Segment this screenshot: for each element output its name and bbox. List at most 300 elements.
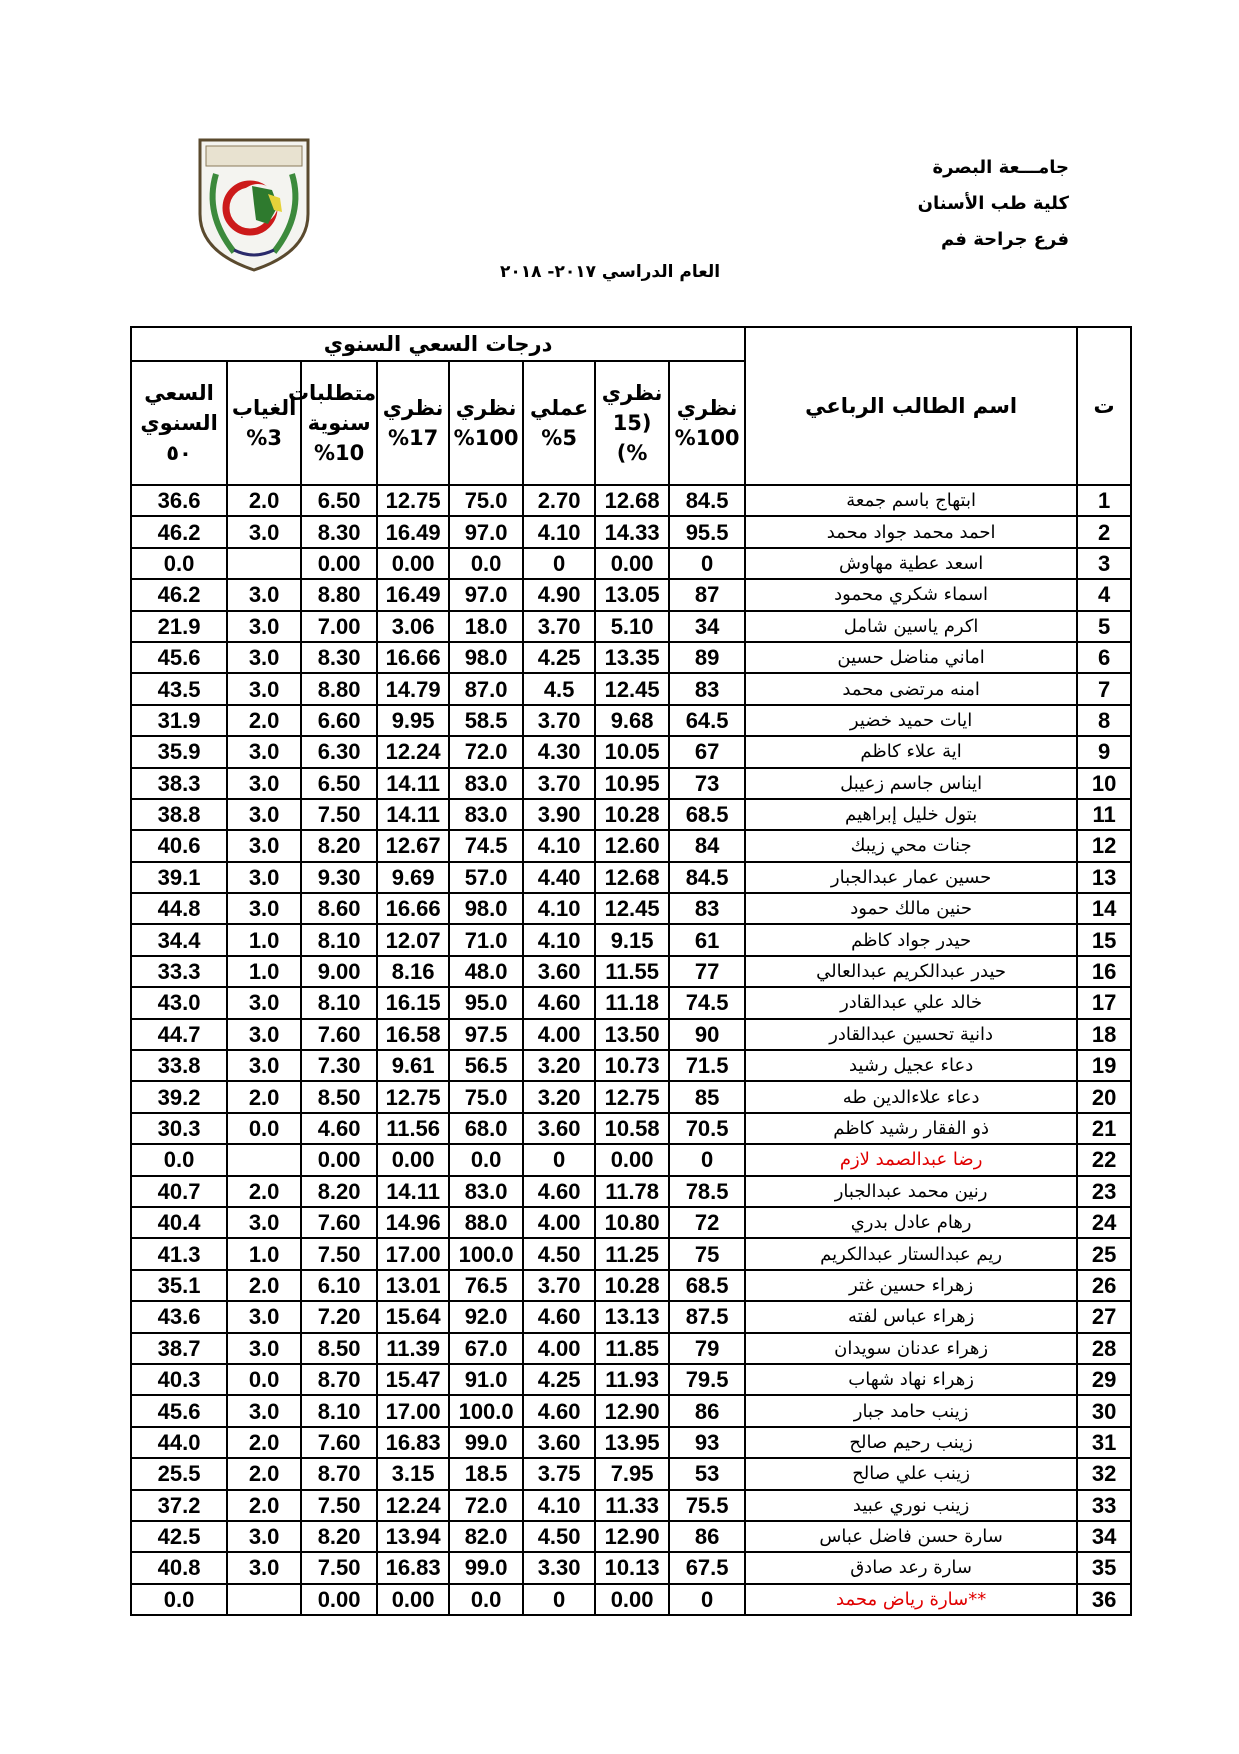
theory2-100-cell: 97.5 xyxy=(449,1019,523,1050)
row-index: 12 xyxy=(1077,830,1131,861)
practical-5-cell: 3.20 xyxy=(523,1050,595,1081)
absence-3-cell: 1.0 xyxy=(227,1238,301,1269)
theory2-100-cell: 97.0 xyxy=(449,516,523,547)
practical-5-cell: 4.10 xyxy=(523,924,595,955)
row-index: 4 xyxy=(1077,579,1131,610)
college-name: كلية طب الأسنان xyxy=(917,193,1069,214)
college-logo-emblem xyxy=(194,134,314,274)
theory-15-cell: 12.68 xyxy=(595,862,669,893)
absence-3-cell: 3.0 xyxy=(227,1552,301,1583)
row-index: 28 xyxy=(1077,1333,1131,1364)
header-student-name: اسم الطالب الرباعي xyxy=(745,327,1077,485)
row-index: 27 xyxy=(1077,1301,1131,1332)
requirements-10-cell: 7.20 xyxy=(301,1301,377,1332)
annual-50-cell: 40.4 xyxy=(131,1207,227,1238)
theory2-100-cell: 100.0 xyxy=(449,1395,523,1426)
row-index: 34 xyxy=(1077,1521,1131,1552)
theory-15-cell: 13.35 xyxy=(595,642,669,673)
absence-3-cell: 2.0 xyxy=(227,485,301,516)
theory-100-cell: 87 xyxy=(669,579,745,610)
annual-50-cell: 45.6 xyxy=(131,1395,227,1426)
theory-17-cell: 9.95 xyxy=(377,705,449,736)
theory-17-cell: 12.24 xyxy=(377,736,449,767)
theory-100-cell: 0 xyxy=(669,1144,745,1175)
theory2-100-cell: 99.0 xyxy=(449,1427,523,1458)
requirements-10-cell: 7.60 xyxy=(301,1019,377,1050)
table-row xyxy=(131,548,1131,579)
practical-5-cell: 3.70 xyxy=(523,705,595,736)
absence-3-cell: 2.0 xyxy=(227,1427,301,1458)
theory-100-cell: 73 xyxy=(669,768,745,799)
absence-3-cell: 3.0 xyxy=(227,799,301,830)
theory-15-cell: 10.05 xyxy=(595,736,669,767)
practical-5-cell: 4.90 xyxy=(523,579,595,610)
student-name: اكرم ياسين شامل xyxy=(745,611,1077,642)
theory2-100-cell: 48.0 xyxy=(449,956,523,987)
table-row xyxy=(131,1458,1131,1489)
academic-year: العام الدراسي ٢٠١٧- ٢٠١٨ xyxy=(499,262,721,282)
theory-17-cell: 14.11 xyxy=(377,768,449,799)
annual-50-cell: 34.4 xyxy=(131,924,227,955)
practical-5-cell: 4.25 xyxy=(523,1364,595,1395)
theory-100-cell: 75 xyxy=(669,1238,745,1269)
theory-15-cell: 13.05 xyxy=(595,579,669,610)
annual-50-cell: 39.2 xyxy=(131,1081,227,1112)
row-index: 13 xyxy=(1077,862,1131,893)
practical-5-cell: 4.10 xyxy=(523,893,595,924)
theory-17-cell: 16.83 xyxy=(377,1552,449,1583)
requirements-10-cell: 8.50 xyxy=(301,1333,377,1364)
student-name: اسماء شكري محمود xyxy=(745,579,1077,610)
theory-100-cell: 53 xyxy=(669,1458,745,1489)
student-name: دعاء عجيل رشيد xyxy=(745,1050,1077,1081)
theory-15-cell: 11.18 xyxy=(595,987,669,1018)
student-name: اسعد عطية مهاوش xyxy=(745,548,1077,579)
student-name: زينب رحيم صالح xyxy=(745,1427,1077,1458)
student-name: زهراء حسين غتر xyxy=(745,1270,1077,1301)
theory-17-cell: 16.15 xyxy=(377,987,449,1018)
absence-3-cell: 3.0 xyxy=(227,1301,301,1332)
practical-5-cell: 4.50 xyxy=(523,1521,595,1552)
theory-17-cell: 11.56 xyxy=(377,1113,449,1144)
annual-50-cell: 43.6 xyxy=(131,1301,227,1332)
theory-15-cell: 9.68 xyxy=(595,705,669,736)
theory-15-cell: 14.33 xyxy=(595,516,669,547)
theory-17-cell: 12.24 xyxy=(377,1490,449,1521)
theory2-100-cell: 88.0 xyxy=(449,1207,523,1238)
theory2-100-cell: 82.0 xyxy=(449,1521,523,1552)
theory-15-cell: 11.78 xyxy=(595,1176,669,1207)
theory-17-cell: 0.00 xyxy=(377,548,449,579)
absence-3-cell: 3.0 xyxy=(227,516,301,547)
practical-5-cell: 3.30 xyxy=(523,1552,595,1583)
theory-100-cell: 83 xyxy=(669,893,745,924)
theory-17-cell: 8.16 xyxy=(377,956,449,987)
annual-50-cell: 36.6 xyxy=(131,485,227,516)
row-index: 36 xyxy=(1077,1584,1131,1615)
requirements-10-cell: 8.80 xyxy=(301,579,377,610)
annual-50-cell: 31.9 xyxy=(131,705,227,736)
annual-50-cell: 45.6 xyxy=(131,642,227,673)
theory-17-cell: 16.66 xyxy=(377,893,449,924)
table-row xyxy=(131,736,1131,767)
theory-17-cell: 16.83 xyxy=(377,1427,449,1458)
practical-5-cell: 3.60 xyxy=(523,1427,595,1458)
theory-100-cell: 84.5 xyxy=(669,485,745,516)
annual-50-cell: 0.0 xyxy=(131,1584,227,1615)
requirements-10-cell: 7.60 xyxy=(301,1207,377,1238)
theory-100-cell: 64.5 xyxy=(669,705,745,736)
annual-50-cell: 44.8 xyxy=(131,893,227,924)
theory-15-cell: 12.90 xyxy=(595,1521,669,1552)
theory-15-cell: 11.55 xyxy=(595,956,669,987)
requirements-10-cell: 8.20 xyxy=(301,1521,377,1552)
practical-5-cell: 0 xyxy=(523,1144,595,1175)
theory-100-cell: 68.5 xyxy=(669,1270,745,1301)
theory-15-cell: 10.80 xyxy=(595,1207,669,1238)
annual-50-cell: 40.6 xyxy=(131,830,227,861)
table-row xyxy=(131,1395,1131,1426)
table-row xyxy=(131,705,1131,736)
practical-5-cell: 4.25 xyxy=(523,642,595,673)
absence-3-cell: 1.0 xyxy=(227,956,301,987)
annual-50-cell: 40.8 xyxy=(131,1552,227,1583)
student-name: امنه مرتضى محمد xyxy=(745,673,1077,704)
row-index: 24 xyxy=(1077,1207,1131,1238)
requirements-10-cell: 8.10 xyxy=(301,987,377,1018)
requirements-10-cell: 7.30 xyxy=(301,1050,377,1081)
theory-15-cell: 11.25 xyxy=(595,1238,669,1269)
requirements-10-cell: 7.50 xyxy=(301,1552,377,1583)
theory2-100-cell: 68.0 xyxy=(449,1113,523,1144)
requirements-10-cell: 6.60 xyxy=(301,705,377,736)
student-name: جنات محي زيبك xyxy=(745,830,1077,861)
theory2-100-cell: 87.0 xyxy=(449,673,523,704)
theory-100-cell: 85 xyxy=(669,1081,745,1112)
header-annual-group: درجات السعي السنوي xyxy=(131,327,745,361)
practical-5-cell: 4.60 xyxy=(523,1301,595,1332)
row-index: 6 xyxy=(1077,642,1131,673)
student-name: **سارة رياض محمد xyxy=(745,1584,1077,1615)
absence-3-cell: 3.0 xyxy=(227,579,301,610)
absence-3-cell: 1.0 xyxy=(227,924,301,955)
theory-15-cell: 12.90 xyxy=(595,1395,669,1426)
theory-100-cell: 79.5 xyxy=(669,1364,745,1395)
practical-5-cell: 3.60 xyxy=(523,956,595,987)
theory2-100-cell: 67.0 xyxy=(449,1333,523,1364)
theory-15-cell: 0.00 xyxy=(595,1584,669,1615)
header-requirements-10: متطلبات سنوية 10% xyxy=(301,361,377,485)
student-name: حيدر عبدالكريم عبدالعالي xyxy=(745,956,1077,987)
header-theory2-100: نظري 100% xyxy=(449,361,523,485)
annual-50-cell: 43.5 xyxy=(131,673,227,704)
practical-5-cell: 4.00 xyxy=(523,1333,595,1364)
theory-100-cell: 61 xyxy=(669,924,745,955)
theory-17-cell: 14.96 xyxy=(377,1207,449,1238)
theory-100-cell: 79 xyxy=(669,1333,745,1364)
absence-3-cell: 0.0 xyxy=(227,1364,301,1395)
theory-100-cell: 93 xyxy=(669,1427,745,1458)
table-row xyxy=(131,1333,1131,1364)
student-name: ابتهاج باسم جمعة xyxy=(745,485,1077,516)
student-name: زينب نوري عبيد xyxy=(745,1490,1077,1521)
theory-17-cell: 14.79 xyxy=(377,673,449,704)
theory-17-cell: 9.69 xyxy=(377,862,449,893)
practical-5-cell: 4.40 xyxy=(523,862,595,893)
table-row xyxy=(131,1176,1131,1207)
absence-3-cell: 3.0 xyxy=(227,768,301,799)
theory-100-cell: 95.5 xyxy=(669,516,745,547)
theory-15-cell: 12.45 xyxy=(595,893,669,924)
theory-15-cell: 11.33 xyxy=(595,1490,669,1521)
theory-15-cell: 11.85 xyxy=(595,1333,669,1364)
student-name: زينب علي صالح xyxy=(745,1458,1077,1489)
header-annual-50: السعي السنوي ٥٠ xyxy=(131,361,227,485)
practical-5-cell: 3.70 xyxy=(523,768,595,799)
annual-50-cell: 44.7 xyxy=(131,1019,227,1050)
theory-17-cell: 12.07 xyxy=(377,924,449,955)
student-name: اية علاء كاظم xyxy=(745,736,1077,767)
header-block xyxy=(789,150,1069,258)
theory2-100-cell: 18.0 xyxy=(449,611,523,642)
annual-50-cell: 38.3 xyxy=(131,768,227,799)
table-row xyxy=(131,1238,1131,1269)
annual-50-cell: 35.1 xyxy=(131,1270,227,1301)
theory-17-cell: 3.15 xyxy=(377,1458,449,1489)
row-index: 15 xyxy=(1077,924,1131,955)
annual-50-cell: 40.7 xyxy=(131,1176,227,1207)
absence-3-cell: 3.0 xyxy=(227,1207,301,1238)
annual-50-cell: 44.0 xyxy=(131,1427,227,1458)
row-index: 8 xyxy=(1077,705,1131,736)
requirements-10-cell: 8.30 xyxy=(301,516,377,547)
annual-50-cell: 43.0 xyxy=(131,987,227,1018)
annual-50-cell: 38.8 xyxy=(131,799,227,830)
requirements-10-cell: 9.30 xyxy=(301,862,377,893)
annual-50-cell: 33.3 xyxy=(131,956,227,987)
requirements-10-cell: 8.70 xyxy=(301,1364,377,1395)
table-row xyxy=(131,1584,1131,1615)
theory2-100-cell: 75.0 xyxy=(449,485,523,516)
requirements-10-cell: 8.70 xyxy=(301,1458,377,1489)
theory-15-cell: 13.50 xyxy=(595,1019,669,1050)
theory-17-cell: 16.58 xyxy=(377,1019,449,1050)
absence-3-cell: 3.0 xyxy=(227,1050,301,1081)
requirements-10-cell: 7.60 xyxy=(301,1427,377,1458)
theory-17-cell: 15.64 xyxy=(377,1301,449,1332)
theory2-100-cell: 57.0 xyxy=(449,862,523,893)
student-name: سارة حسن فاضل عباس xyxy=(745,1521,1077,1552)
table-row xyxy=(131,642,1131,673)
practical-5-cell: 4.50 xyxy=(523,1238,595,1269)
requirements-10-cell: 4.60 xyxy=(301,1113,377,1144)
practical-5-cell: 2.70 xyxy=(523,485,595,516)
table-row xyxy=(131,516,1131,547)
theory-17-cell: 12.67 xyxy=(377,830,449,861)
absence-3-cell xyxy=(227,548,301,579)
annual-50-cell: 21.9 xyxy=(131,611,227,642)
theory2-100-cell: 99.0 xyxy=(449,1552,523,1583)
table-row xyxy=(131,1144,1131,1175)
annual-50-cell: 25.5 xyxy=(131,1458,227,1489)
requirements-10-cell: 7.00 xyxy=(301,611,377,642)
theory-17-cell: 12.75 xyxy=(377,1081,449,1112)
header-theory-17: نظري 17% xyxy=(377,361,449,485)
table-row xyxy=(131,799,1131,830)
theory-15-cell: 0.00 xyxy=(595,548,669,579)
theory-100-cell: 34 xyxy=(669,611,745,642)
theory-15-cell: 9.15 xyxy=(595,924,669,955)
theory-100-cell: 75.5 xyxy=(669,1490,745,1521)
annual-grades-table xyxy=(130,326,1132,1616)
table-row xyxy=(131,987,1131,1018)
practical-5-cell: 3.75 xyxy=(523,1458,595,1489)
requirements-10-cell: 0.00 xyxy=(301,1584,377,1615)
theory-100-cell: 86 xyxy=(669,1395,745,1426)
row-index: 30 xyxy=(1077,1395,1131,1426)
row-index: 22 xyxy=(1077,1144,1131,1175)
student-name: بتول خليل إبراهيم xyxy=(745,799,1077,830)
absence-3-cell: 2.0 xyxy=(227,1490,301,1521)
student-name: دعاء علاءالدين طه xyxy=(745,1081,1077,1112)
student-name: اماني مناضل حسين xyxy=(745,642,1077,673)
student-name: رضا عبدالصمد لازم xyxy=(745,1144,1077,1175)
student-name: زينب حامد جبار xyxy=(745,1395,1077,1426)
practical-5-cell: 4.10 xyxy=(523,830,595,861)
row-index: 19 xyxy=(1077,1050,1131,1081)
theory-17-cell: 9.61 xyxy=(377,1050,449,1081)
annual-50-cell: 41.3 xyxy=(131,1238,227,1269)
header-theory-15: نظري (15 %) xyxy=(595,361,669,485)
theory-15-cell: 13.95 xyxy=(595,1427,669,1458)
theory-100-cell: 71.5 xyxy=(669,1050,745,1081)
requirements-10-cell: 0.00 xyxy=(301,1144,377,1175)
theory-15-cell: 12.45 xyxy=(595,673,669,704)
absence-3-cell: 3.0 xyxy=(227,642,301,673)
absence-3-cell: 3.0 xyxy=(227,893,301,924)
theory-15-cell: 7.95 xyxy=(595,1458,669,1489)
theory-15-cell: 13.13 xyxy=(595,1301,669,1332)
theory-17-cell: 17.00 xyxy=(377,1395,449,1426)
practical-5-cell: 4.60 xyxy=(523,1395,595,1426)
row-index: 9 xyxy=(1077,736,1131,767)
header-theory-100: نظري 100% xyxy=(669,361,745,485)
practical-5-cell: 3.20 xyxy=(523,1081,595,1112)
requirements-10-cell: 8.20 xyxy=(301,1176,377,1207)
row-index: 25 xyxy=(1077,1238,1131,1269)
practical-5-cell: 4.60 xyxy=(523,987,595,1018)
row-index: 1 xyxy=(1077,485,1131,516)
absence-3-cell: 2.0 xyxy=(227,1458,301,1489)
theory-17-cell: 16.66 xyxy=(377,642,449,673)
theory-17-cell: 13.94 xyxy=(377,1521,449,1552)
theory2-100-cell: 76.5 xyxy=(449,1270,523,1301)
absence-3-cell: 3.0 xyxy=(227,1521,301,1552)
annual-50-cell: 42.5 xyxy=(131,1521,227,1552)
theory-100-cell: 87.5 xyxy=(669,1301,745,1332)
absence-3-cell xyxy=(227,1584,301,1615)
row-index: 7 xyxy=(1077,673,1131,704)
annual-50-cell: 0.0 xyxy=(131,548,227,579)
absence-3-cell: 3.0 xyxy=(227,1333,301,1364)
theory2-100-cell: 92.0 xyxy=(449,1301,523,1332)
absence-3-cell: 3.0 xyxy=(227,736,301,767)
row-index: 17 xyxy=(1077,987,1131,1018)
table-row xyxy=(131,1552,1131,1583)
theory-15-cell: 10.95 xyxy=(595,768,669,799)
theory-100-cell: 90 xyxy=(669,1019,745,1050)
theory-100-cell: 84.5 xyxy=(669,862,745,893)
theory-17-cell: 13.01 xyxy=(377,1270,449,1301)
student-name: احمد محمد جواد محمد xyxy=(745,516,1077,547)
annual-50-cell: 30.3 xyxy=(131,1113,227,1144)
theory-100-cell: 83 xyxy=(669,673,745,704)
row-index: 11 xyxy=(1077,799,1131,830)
annual-50-cell: 40.3 xyxy=(131,1364,227,1395)
student-name: زهراء عدنان سويدان xyxy=(745,1333,1077,1364)
absence-3-cell: 3.0 xyxy=(227,1395,301,1426)
absence-3-cell: 2.0 xyxy=(227,1081,301,1112)
annual-50-cell: 37.2 xyxy=(131,1490,227,1521)
requirements-10-cell: 9.00 xyxy=(301,956,377,987)
row-index: 26 xyxy=(1077,1270,1131,1301)
table-row xyxy=(131,611,1131,642)
row-index: 23 xyxy=(1077,1176,1131,1207)
theory2-100-cell: 0.0 xyxy=(449,1144,523,1175)
practical-5-cell: 3.70 xyxy=(523,611,595,642)
requirements-10-cell: 7.50 xyxy=(301,1490,377,1521)
theory-100-cell: 86 xyxy=(669,1521,745,1552)
table-row xyxy=(131,1301,1131,1332)
table-row xyxy=(131,768,1131,799)
theory-15-cell: 10.58 xyxy=(595,1113,669,1144)
table-row xyxy=(131,1427,1131,1458)
theory-100-cell: 68.5 xyxy=(669,799,745,830)
row-index: 3 xyxy=(1077,548,1131,579)
university-name: جامـــعة البصرة xyxy=(932,157,1069,178)
student-name: ذو الفقار رشيد كاظم xyxy=(745,1113,1077,1144)
table-row xyxy=(131,956,1131,987)
annual-50-cell: 0.0 xyxy=(131,1144,227,1175)
table-row xyxy=(131,862,1131,893)
theory2-100-cell: 98.0 xyxy=(449,893,523,924)
table-row xyxy=(131,830,1131,861)
theory-17-cell: 0.00 xyxy=(377,1584,449,1615)
header-practical-5: عملي 5% xyxy=(523,361,595,485)
practical-5-cell: 4.00 xyxy=(523,1207,595,1238)
practical-5-cell: 4.10 xyxy=(523,1490,595,1521)
absence-3-cell: 3.0 xyxy=(227,987,301,1018)
theory-17-cell: 15.47 xyxy=(377,1364,449,1395)
row-index: 18 xyxy=(1077,1019,1131,1050)
requirements-10-cell: 6.50 xyxy=(301,768,377,799)
student-name: ايات حميد خضير xyxy=(745,705,1077,736)
requirements-10-cell: 8.80 xyxy=(301,673,377,704)
theory-15-cell: 10.28 xyxy=(595,1270,669,1301)
practical-5-cell: 4.10 xyxy=(523,516,595,547)
theory-15-cell: 10.73 xyxy=(595,1050,669,1081)
requirements-10-cell: 8.50 xyxy=(301,1081,377,1112)
requirements-10-cell: 8.10 xyxy=(301,1395,377,1426)
theory-17-cell: 16.49 xyxy=(377,516,449,547)
absence-3-cell: 2.0 xyxy=(227,1176,301,1207)
absence-3-cell: 3.0 xyxy=(227,673,301,704)
theory-100-cell: 67 xyxy=(669,736,745,767)
row-index: 32 xyxy=(1077,1458,1131,1489)
table-row xyxy=(131,673,1131,704)
absence-3-cell: 2.0 xyxy=(227,705,301,736)
theory-17-cell: 12.75 xyxy=(377,485,449,516)
